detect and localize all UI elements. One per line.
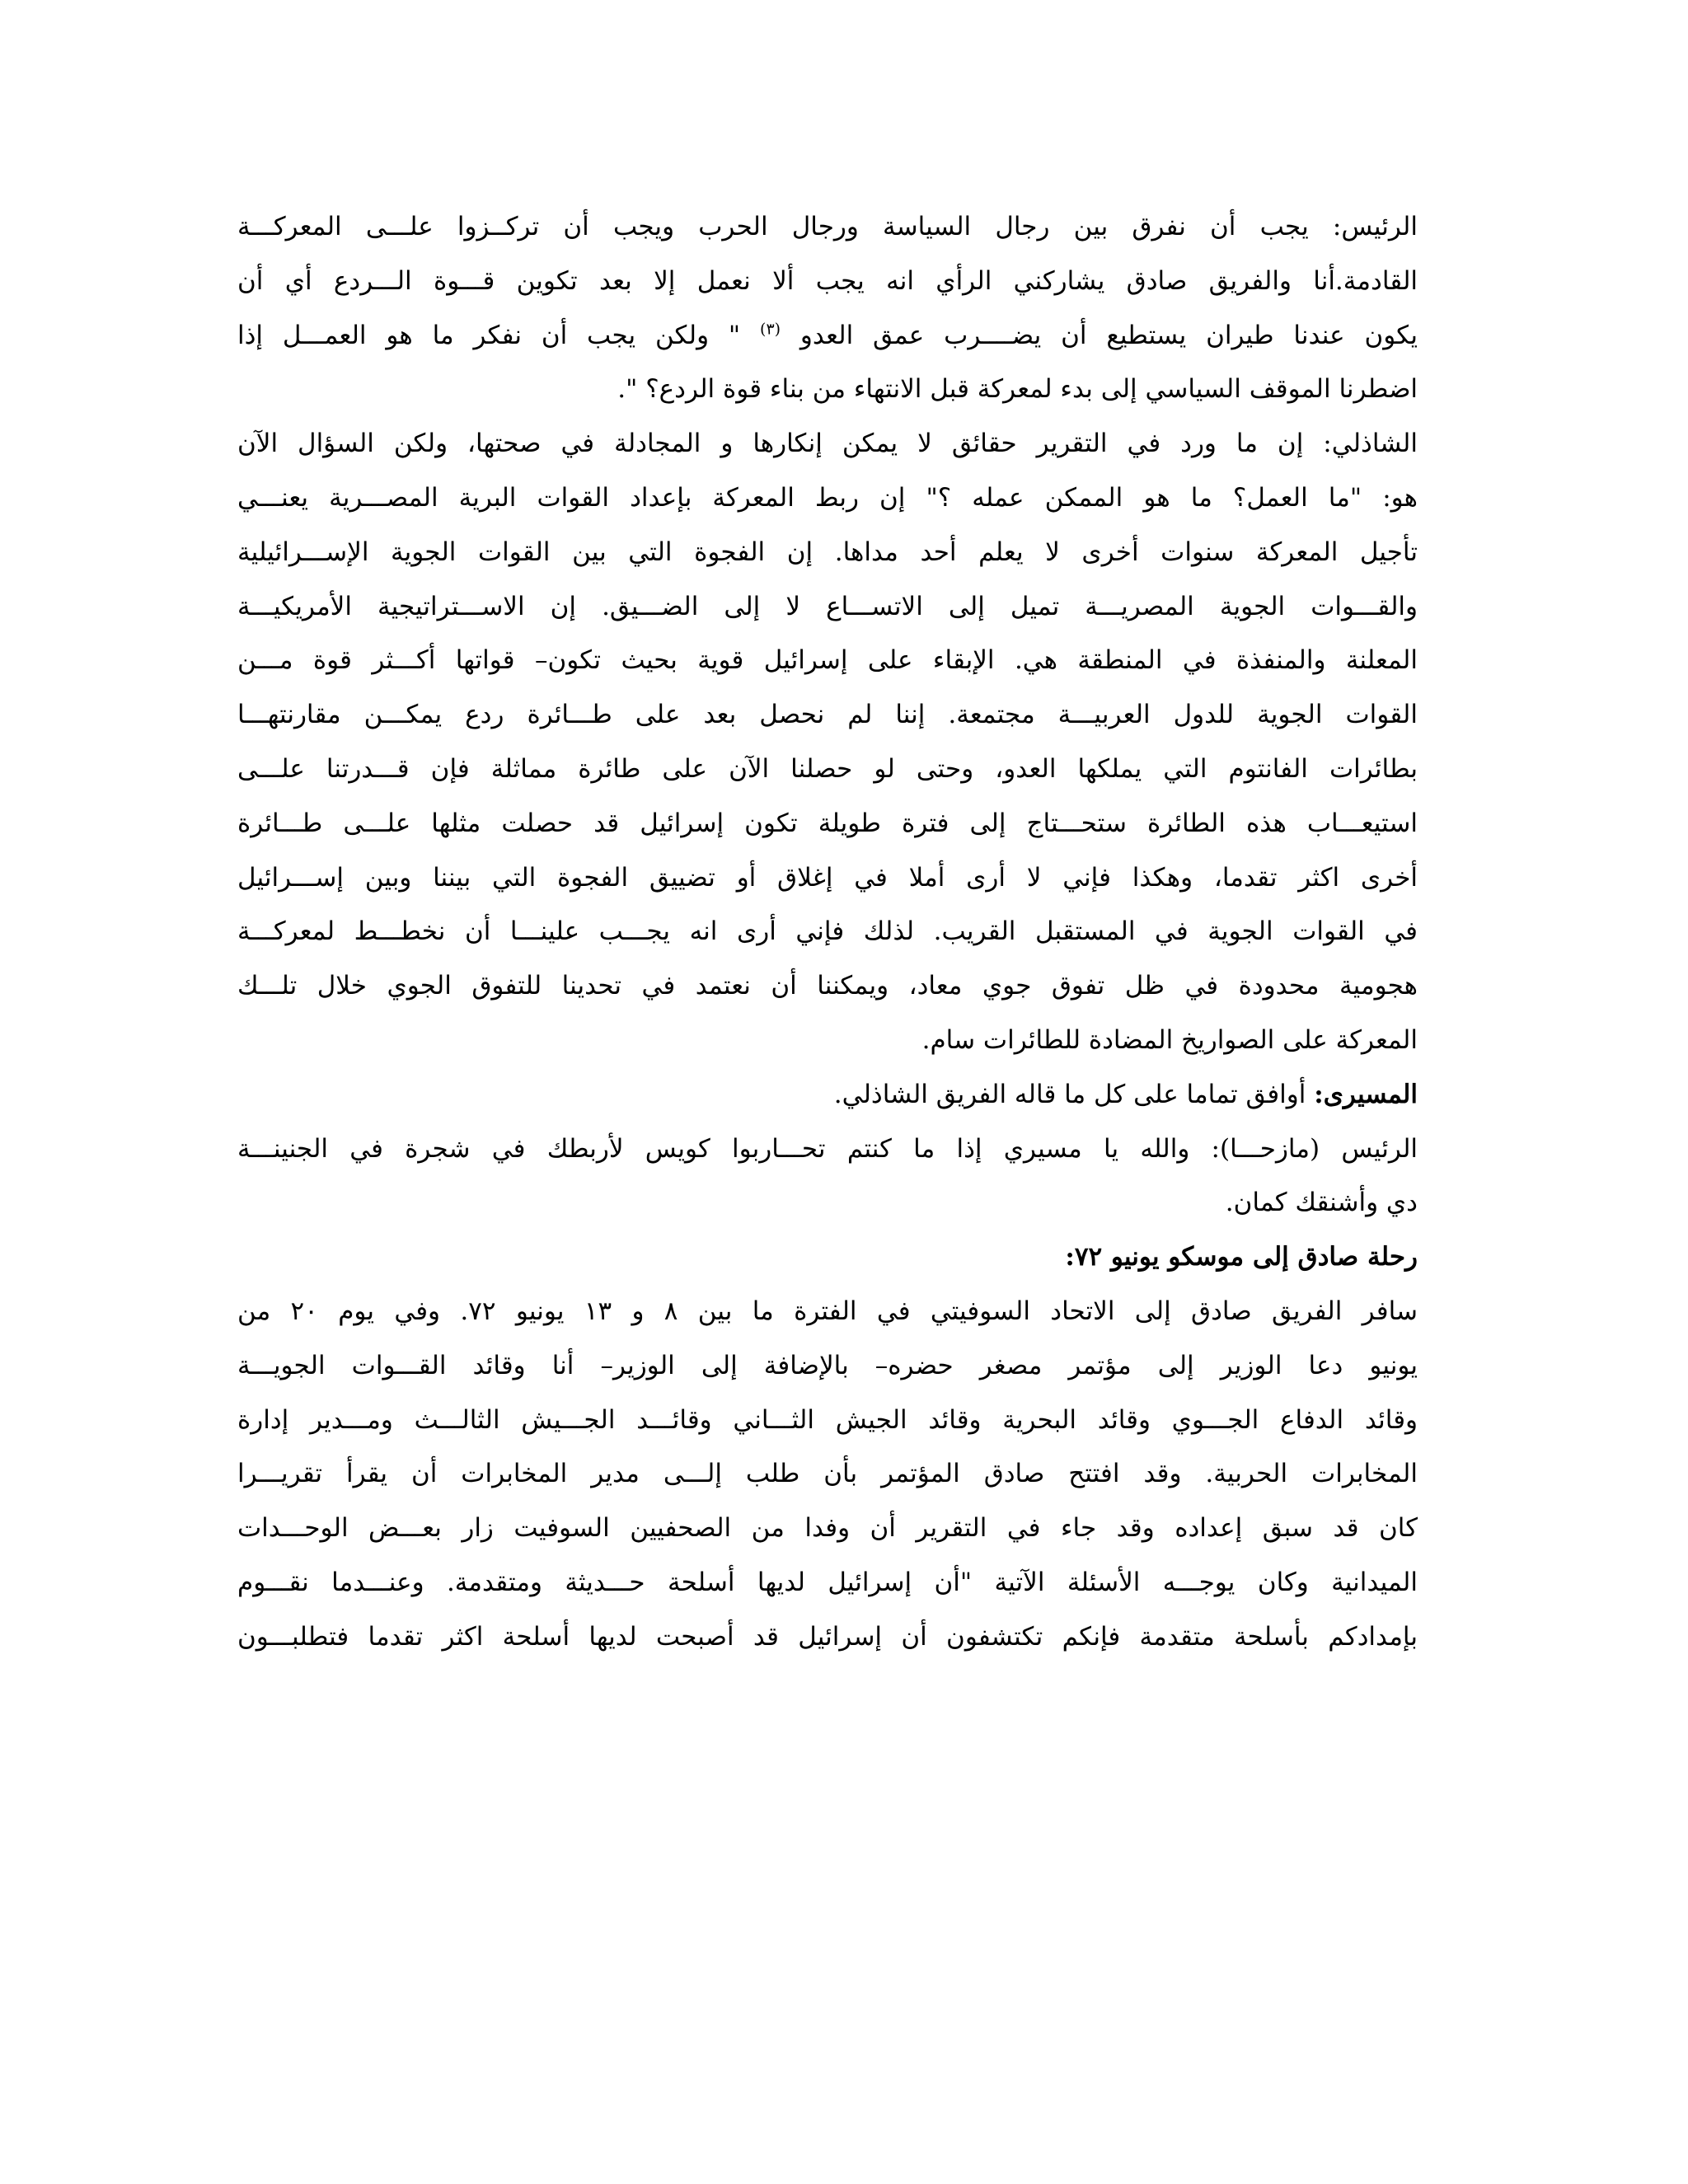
text-line xyxy=(237,309,1418,363)
text-line: القوات الجوية للدول العربيـــة مجتمعة. إننا لم نحصل بعد على طـــائرة ردع يمكـــن مقارنتهـــا xyxy=(237,700,1418,730)
text-line: الميدانية وكان يوجـــه الأسئلة الآتية "أن إسرائيل لديها أسلحة حـــديثة ومتقدمة. وعنـــدما نقـــوم xyxy=(237,1567,1418,1597)
text-line: المعركة على الصواريخ المضادة للطائرات سام. xyxy=(921,1024,1418,1055)
text-line: كان قد سبق إعداده وقد جاء في التقرير أن وفدا من الصحفيين السوفيت زار بعـــض الوحـــدات xyxy=(237,1513,1418,1544)
text-line: بإمدادكم بأسلحة متقدمة فإنكم تكتشفون أن إسرائيل قد أصبحت لديها أسلحة اكثر تقدما فتطلبـــون xyxy=(237,1621,1418,1652)
text-line: يونيو دعا الوزير إلى مؤتمر مصغر حضره– بالإضافة إلى الوزير– أنا وقائد القـــوات الجويـــة xyxy=(237,1350,1418,1380)
footnote-marker: (٣) xyxy=(760,320,781,339)
text-line: القادمة.أنا والفريق صادق يشاركني الرأي انه يجب ألا نعمل إلا بعد تكوين قـــوة الـــردع أي أن xyxy=(237,265,1418,296)
text-line: الرئيس (مازحـــا): والله يا مسيري إذا ما كنتم تحـــاربوا كويس لأربطك في شجرة في الجنينـــة xyxy=(237,1133,1418,1164)
text-line: وقائد الدفاع الجـــوي وقائد البحرية وقائد الجيش الثـــاني وقائـــد الجـــيش الثالـــث ومـــدير إدارة xyxy=(237,1404,1418,1435)
text-line xyxy=(237,1068,1418,1122)
text-fragment: يكون عندنا طيران يستطيع أن يضــــرب عمق العدو xyxy=(781,320,1418,350)
text-line: هو: "ما العمل؟ ما هو الممكن عمله ؟" إن ربط المعركة بإعداد القوات البرية المصـــرية يعنـــي xyxy=(237,482,1418,513)
speaker-name: المسيرى: xyxy=(1314,1079,1418,1109)
text-line: أخرى اكثر تقدما، وهكذا فإني لا أرى أملا في إغلاق أو تضييق الفجوة التي بيننا وبين إســـرائيل xyxy=(237,862,1418,893)
document-body xyxy=(237,200,1418,1665)
text-line: والقـــوات الجوية المصريـــة تميل إلى الاتســـاع لا إلى الضـــيق. إن الاســـتراتيجية الأمريكيـــة xyxy=(237,591,1418,621)
text-line: المعلنة والمنفذة في المنطقة هي. الإبقاء على إسرائيل قوية بحيث تكون– قواتها أكـــثر قوة مـــن xyxy=(237,645,1418,676)
text-line: في القوات الجوية في المستقبل القريب. لذلك فإني أرى انه يجـــب علينـــا أن نخطـــط لمعركـــة xyxy=(237,916,1418,947)
text-fragment: أوافق تماما على كل ما قاله الفريق الشاذلي. xyxy=(833,1079,1315,1109)
text-line: المخابرات الحربية. وقد افتتح صادق المؤتمر بأن طلب إلـــى مدير المخابرات أن يقرأ تقريـــرا xyxy=(237,1459,1418,1489)
text-line: دي وأشنقك كمان. xyxy=(1225,1188,1418,1218)
text-line: بطائرات الفانتوم التي يملكها العدو، وحتى لو حصلنا الآن على طائرة مماثلة فإن قـــدرتنا علـــى xyxy=(237,753,1418,784)
text-fragment: " ولكن يجب أن نفكر ما هو العمـــل إذا xyxy=(237,320,761,350)
text-line: هجومية محدودة في ظل تفوق جوي معاد، ويمكننا أن نعتمد في تحدينا للتفوق الجوي خلال تلـــك xyxy=(237,971,1418,1001)
text-line: استيعـــاب هذه الطائرة ستحـــتاج إلى فترة طويلة تكون إسرائيل قد حصلت مثلها علـــى طـــائرة xyxy=(237,808,1418,838)
text-line: الرئيس: يجب أن نفرق بين رجال السياسة ورجال الحرب ويجب أن تركــزوا علـــى المعركـــة xyxy=(237,212,1418,241)
text-line: اضطرنا الموقف السياسي إلى بدء لمعركة قبل الانتهاء من بناء قوة الردع؟ ". xyxy=(617,374,1418,405)
text-line: سافر الفريق صادق إلى الاتحاد السوفيتي في الفترة ما بين ٨ و ١٣ يونيو ٧٢. وفي يوم ٢٠ من xyxy=(237,1296,1418,1326)
section-heading: رحلة صادق إلى موسكو يونيو ٧٢: xyxy=(1065,1242,1418,1272)
text-line: تأجيل المعركة سنوات أخرى لا يعلم أحد مداها. إن الفجوة التي بين القوات الجوية الإســـرائيلية xyxy=(237,537,1418,567)
text-line: الشاذلي: إن ما ورد في التقرير حقائق لا يمكن إنكارها و المجادلة في صحتها، ولكن السؤال الآن xyxy=(237,429,1418,459)
